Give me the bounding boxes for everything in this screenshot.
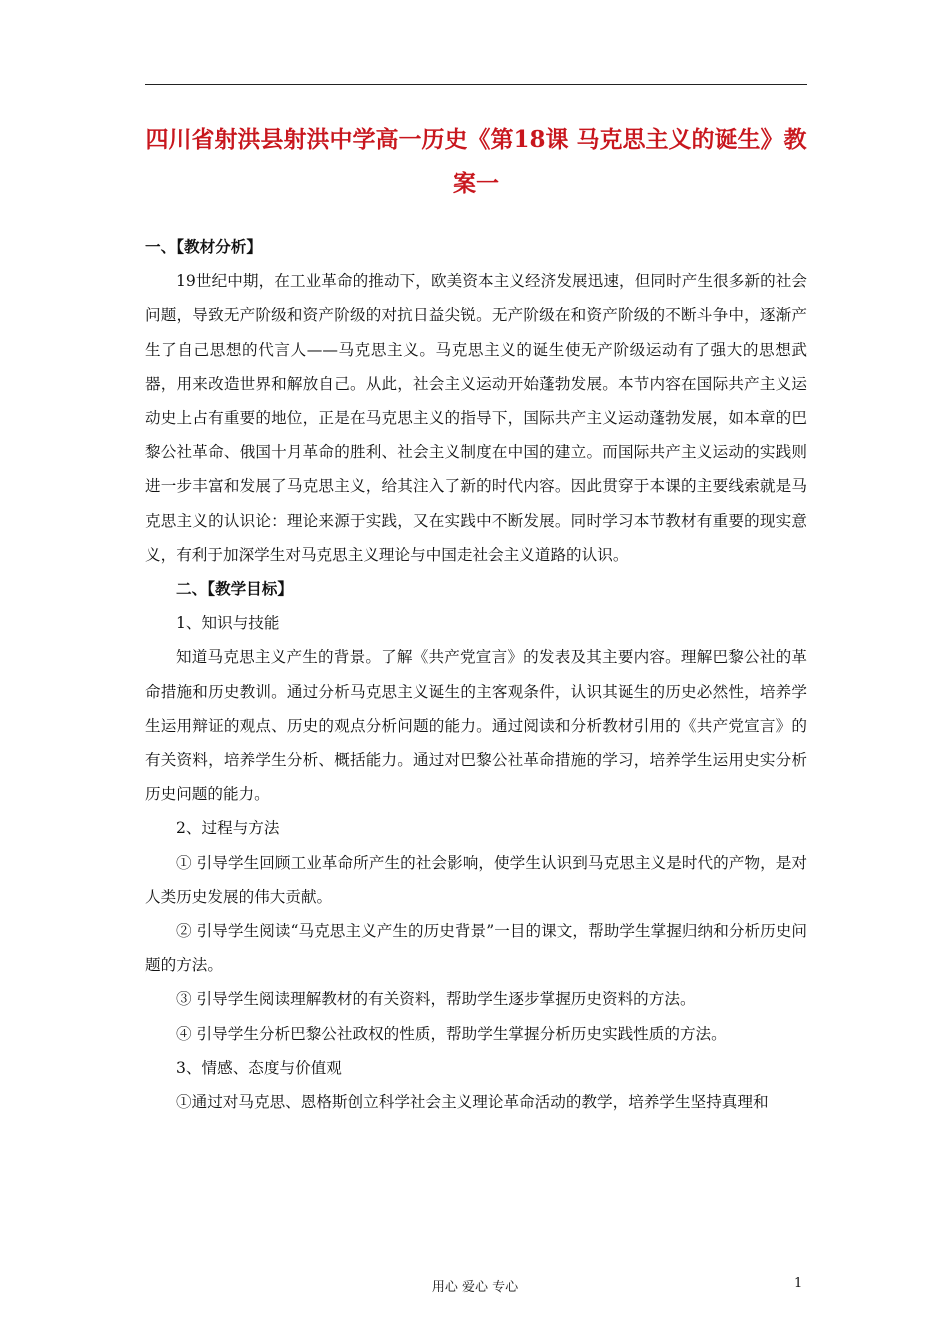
list-item: ①通过对马克思、恩格斯创立科学社会主义理论革命活动的教学，培养学生坚持真理和 <box>176 1093 769 1112</box>
section-heading: 一、【教材分析】 <box>145 237 262 256</box>
document-body <box>145 230 807 1119</box>
footer-motto: 用心 爱心 专心 <box>431 1280 519 1295</box>
body-paragraph: 知道马克思主义产生的背景。了解《共产党宣言》的发表及其主要内容。理解巴黎公社的革命措施和历史教训。通过分析马克思主义诞生的主客观条件，认识其诞生的历史必然性，培养学生运用辩证的观点、历史的观点分析问题的能力。通过阅读和分析教材引用的《共产党宣言》的有关资料，培养学生分析、概括能力。通过对巴黎公社革命措施的学习，培养学生运用史实分析历史问题的能力。 <box>145 648 807 804</box>
list-item: ④ 引导学生分析巴黎公社政权的性质，帮助学生掌握分析历史实践性质的方法。 <box>176 1024 727 1043</box>
page-number: 1 <box>794 1276 803 1291</box>
section-heading: 二、【教学目标】 <box>176 579 293 599</box>
subsection-heading: 2、过程与方法 <box>176 819 280 838</box>
header-rule <box>145 84 807 85</box>
body-paragraph: 19世纪中期，在工业革命的推动下，欧美资本主义经济发展迅速，但同时产生很多新的社会问题，导致无产阶级和资产阶级的对抗日益尖锐。无产阶级在和资产阶级的不断斗争中，逐渐产生了自己思想的代言人——马克思主义。马克思主义的诞生使无产阶级运动有了强大的思想武器，用来改造世界和解放自己。从此，社会主义运动开始蓬勃发展。本节内容在国际共产主义运动史上占有重要的地位，正是在马克思主义的指导下，国际共产主义运动蓬勃发展，如本章的巴黎公社革命、俄国十月革命的胜利、社会主义制度在中国的建立。而国际共产主义运动的实践则进一步丰富和发展了马克思主义，给其注入了新的时代内容。因此贯穿于本课的主要线索就是马克思主义的认识论：理论来源于实践，又在实践中不断发展。同时学习本节教材有重要的现实意义，有利于加深学生对马克思主义理论与中国走社会主义道路的认识。 <box>145 272 807 564</box>
subsection-heading: 1、知识与技能 <box>176 614 280 633</box>
list-item: ① 引导学生回顾工业革命所产生的社会影响，使学生认识到马克思主义是时代的产物，是对人类历史发展的伟大贡献。 <box>145 853 807 906</box>
list-item <box>145 914 807 982</box>
subsection-heading: 3、情感、态度与价值观 <box>176 1058 342 1077</box>
document-title: 四川省射洪县射洪中学高一历史《第18课 马克思主义的诞生》教案一 <box>145 126 807 197</box>
list-item: ③ 引导学生阅读理解教材的有关资料，帮助学生逐步掌握历史资料的方法。 <box>176 990 696 1009</box>
list-item-text: ② 引导学生阅读“马克思主义产生的历史背景”一目的课文，帮助学生掌握归纳和分析历史问题的方法。 <box>145 922 807 975</box>
